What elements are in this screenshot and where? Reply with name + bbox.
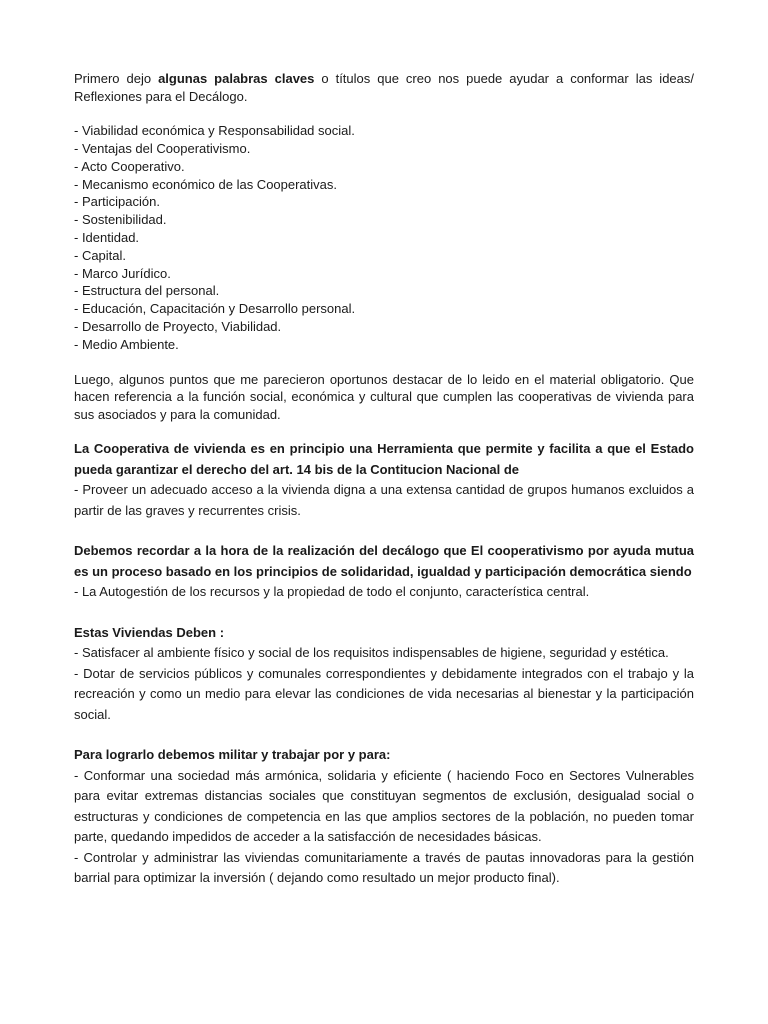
section-viviendas-item: - Dotar de servicios públicos y comunales correspondientes y debidamente integrados con el trabajo y la recreación y como un medio para elevar las condiciones de vida necesarias al bienestar y la participación social. bbox=[74, 665, 694, 722]
luego-paragraph: Luego, algunos puntos que me parecieron oportunos destacar de lo leido en el material obligatorio. Que hacen referencia a la función social, económica y cultural que cumplen las cooperativas de vivienda para sus asociados y para la comunidad. bbox=[74, 371, 694, 422]
section-viviendas-heading: Estas Viviendas Deben : bbox=[74, 624, 225, 640]
keyword-item: - Capital. bbox=[74, 247, 127, 263]
keyword-item: - Viabilidad económica y Responsabilidad social. bbox=[74, 123, 355, 139]
keyword-item: - Identidad. bbox=[74, 229, 140, 245]
section-recordar-body: - La Autogestión de los recursos y la propiedad de todo el conjunto, característica central. bbox=[74, 584, 590, 600]
section-lograrlo-heading: Para lograrlo debemos militar y trabajar por y para: bbox=[74, 747, 391, 763]
keyword-item: - Acto Cooperativo. bbox=[74, 158, 185, 174]
section-recordar-heading: Debemos recordar a la hora de la realización del decálogo que El cooperativismo por ayuda mutua es un proceso basado en los principios de solidaridad, igualdad y participación democrática siendo bbox=[74, 543, 694, 579]
keyword-list bbox=[74, 122, 694, 353]
keyword-item: - Medio Ambiente. bbox=[74, 336, 179, 352]
intro-pre: Primero dejo bbox=[74, 71, 159, 86]
intro-keywords-bold: algunas palabras claves bbox=[158, 71, 315, 86]
keyword-item: - Desarrollo de Proyecto, Viabilidad. bbox=[74, 318, 282, 334]
keyword-item: - Estructura del personal. bbox=[74, 283, 220, 299]
section-cooperativa bbox=[74, 439, 694, 521]
keyword-item: - Ventajas del Cooperativismo. bbox=[74, 140, 251, 156]
section-cooperativa-heading: La Cooperativa de vivienda es en principio una Herramienta que permite y facilita a que el Estado pueda garantizar el derecho del art. 14 bis de la Contitucion Nacional de bbox=[74, 441, 694, 477]
keyword-item: - Mecanismo económico de las Cooperativas. bbox=[74, 176, 338, 192]
section-viviendas bbox=[74, 623, 694, 726]
section-lograrlo-item: - Controlar y administrar las viviendas comunitariamente a través de pautas innovadoras para la gestión barrial para optimizar la inversión ( dejando como resultado un mejor producto final). bbox=[74, 849, 694, 886]
keyword-item: - Participación. bbox=[74, 194, 160, 210]
keyword-item: - Educación, Capacitación y Desarrollo personal. bbox=[74, 301, 356, 317]
intro-paragraph bbox=[74, 70, 694, 105]
keyword-item: - Sostenibilidad. bbox=[74, 212, 167, 228]
keyword-item: - Marco Jurídico. bbox=[74, 265, 171, 281]
section-cooperativa-body: - Proveer un adecuado acceso a la vivienda digna a una extensa cantidad de grupos humanos excluidos a partir de las graves y recurrentes crisis. bbox=[74, 482, 694, 518]
intro-post: o títulos que creo nos puede ayudar a conformar las ideas/ Reflexiones para el Decálogo. bbox=[74, 71, 694, 104]
section-recordar bbox=[74, 541, 694, 603]
section-lograrlo bbox=[74, 745, 694, 889]
section-lograrlo-item: - Conformar una sociedad más armónica, solidaria y eficiente ( haciendo Foco en Sectores Vulnerables para evitar extremas distancias sociales que constituyan segmentos de exclusión, desigualad social o estructuras y condiciones de competencia en las que amplios sectores de la población, no pueden tomar parte, quedando impedidos de acceder a la satisfacción de necesidades básicas. bbox=[74, 767, 694, 845]
section-viviendas-item: - Satisfacer al ambiente físico y social de los requisitos indispensables de higiene, seguridad y estética. bbox=[74, 645, 669, 661]
